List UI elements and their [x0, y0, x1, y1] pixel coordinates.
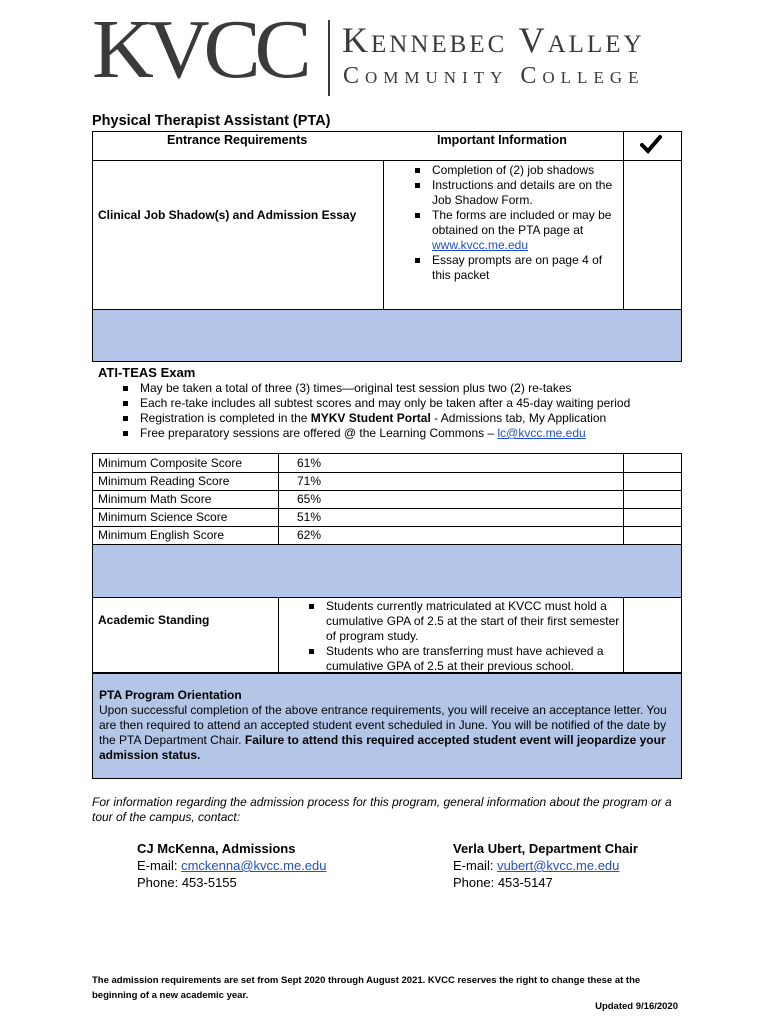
logo-divider	[328, 20, 330, 96]
score-label: Minimum Composite Score	[98, 456, 243, 470]
table-row	[92, 508, 681, 527]
academic-col-divider-2	[623, 597, 624, 673]
logo-line-1: Kennebec Valley	[342, 20, 645, 60]
list-item-text: Free preparatory sessions are offered @ the Learning Commons –	[140, 426, 495, 440]
checkmark-icon	[640, 134, 662, 160]
disclaimer: The admission requirements are set from Sept 2020 through August 2021. KVCC reserves the right to change these at the beginning of a new academic year.	[92, 975, 641, 1001]
list-item: Each re-take includes all subtest scores and may only be taken after a 45-day waiting period	[120, 396, 680, 411]
header-divider	[92, 160, 682, 161]
score-label: Minimum English Score	[98, 528, 225, 542]
important-information-header: Important Information	[437, 133, 567, 147]
section-band	[92, 310, 682, 362]
entrance-requirements-header: Entrance Requirements	[167, 133, 308, 147]
col-divider-2	[623, 131, 624, 310]
score-label: Minimum Reading Score	[98, 474, 230, 488]
page-title: Physical Therapist Assistant (PTA)	[92, 113, 331, 129]
table-row	[92, 490, 681, 509]
list-item	[412, 208, 622, 253]
academic-standing-label: Academic Standing	[98, 613, 210, 627]
list-item: Completion of (2) job shadows	[412, 163, 622, 178]
contact-email-line	[453, 857, 638, 874]
list-item	[120, 411, 680, 426]
job-shadow-label: Clinical Job Shadow(s) and Admission Essay	[98, 208, 357, 222]
email-label: E-mail:	[137, 858, 178, 873]
contact-admissions	[137, 840, 327, 891]
contact-phone: Phone: 453-5155	[137, 875, 237, 890]
table-row	[92, 526, 681, 544]
table-row	[92, 454, 681, 473]
info-note: For information regarding the admission process for this program, general information about the program or a tour of the campus, contact:	[92, 795, 672, 824]
portal-name: MYKV Student Portal	[310, 411, 431, 425]
score-value: 61%	[297, 456, 322, 470]
orientation-body: Upon successful completion of the above entrance requirements, you will receive an acceptance letter. You are then required to attend an accepted student event scheduled in June. You will be notified of the date by the PTA Department Chair.	[99, 703, 667, 747]
contact-name: CJ McKenna, Admissions	[137, 841, 296, 856]
table-row	[92, 472, 681, 491]
list-item	[120, 426, 680, 441]
section-band	[92, 545, 682, 598]
kvcc-website-link[interactable]: www.kvcc.me.edu	[432, 238, 529, 252]
list-item-text: - Admissions tab, My Application	[434, 411, 607, 425]
score-label: Minimum Math Score	[98, 492, 212, 506]
orientation-box	[92, 673, 682, 779]
contact-phone: Phone: 453-5147	[453, 875, 553, 890]
updated-date: Updated 9/16/2020	[595, 1001, 678, 1012]
score-value: 51%	[297, 510, 322, 524]
learning-commons-email[interactable]: lc@kvcc.me.edu	[497, 426, 586, 440]
academic-standing-list	[306, 599, 622, 674]
contact-name: Verla Ubert, Department Chair	[453, 841, 638, 856]
list-item: Students who are transferring must have achieved a cumulative GPA of 2.5 at their previous school.	[306, 644, 622, 674]
academic-col-divider-1	[278, 597, 279, 673]
teas-list	[120, 381, 680, 441]
kvcc-logo	[92, 3, 682, 96]
score-value: 62%	[297, 528, 322, 542]
score-value: 71%	[297, 474, 322, 488]
list-item: May be taken a total of three (3) times—original test session plus two (2) re-takes	[120, 381, 680, 396]
list-item: Essay prompts are on page 4 of this packet	[412, 253, 622, 283]
list-item-text: Registration is completed in the	[140, 411, 308, 425]
list-item-text: The forms are included or may be obtained on the PTA page at	[432, 208, 612, 237]
score-label: Minimum Science Score	[98, 510, 228, 524]
orientation-heading: PTA Program Orientation	[99, 688, 242, 702]
contact-department-chair	[453, 840, 638, 891]
teas-heading: ATI-TEAS Exam	[98, 365, 196, 380]
orientation-warning: Failure to attend this required accepted student event will jeopardize your admission status.	[99, 733, 666, 762]
col-divider-1	[383, 160, 384, 310]
score-value: 65%	[297, 492, 322, 506]
job-shadow-list	[412, 163, 622, 283]
admissions-email-link[interactable]: cmckenna@kvcc.me.edu	[181, 858, 327, 873]
logo-mark: KVCC	[92, 3, 306, 96]
list-item: Instructions and details are on the Job Shadow Form.	[412, 178, 622, 208]
email-label: E-mail:	[453, 858, 494, 873]
contact-email-line	[137, 857, 327, 874]
logo-line-2: Community College	[343, 63, 645, 89]
chair-email-link[interactable]: vubert@kvcc.me.edu	[497, 858, 620, 873]
list-item: Students currently matriculated at KVCC must hold a cumulative GPA of 2.5 at the start of their first semester of program study.	[306, 599, 622, 644]
